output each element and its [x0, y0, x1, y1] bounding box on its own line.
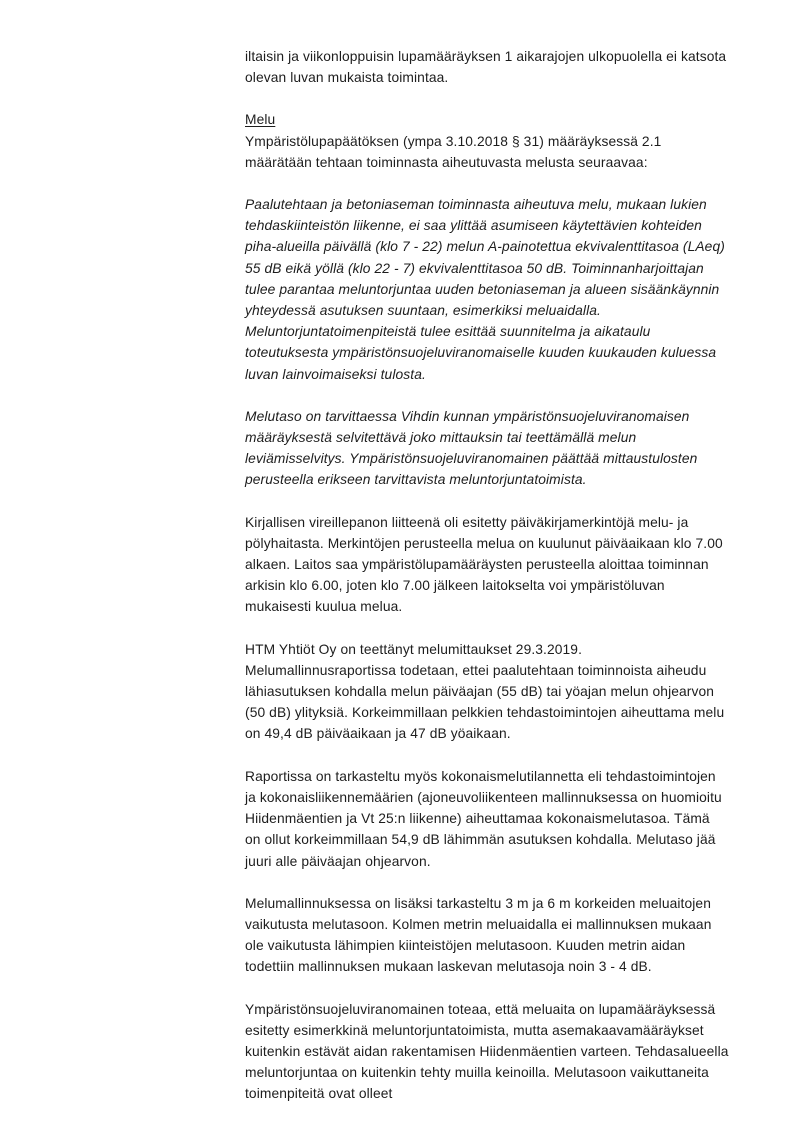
section-heading-row: [245, 109, 729, 130]
paragraph-regulation-quote-1: Paalutehtaan ja betoniaseman toiminnasta aiheutuva melu, mukaan lukien tehdaskiinteistön liikenne, ei saa ylittää asumiseen käytettävien kohteiden piha-alueilla päivällä (klo 7 - 22) melun A-painotettua ekvivalenttitasoa (LAeq) 55 dB eikä yöllä (klo 22 - 7) ekvivalenttitasoa 50 dB. Toiminnanharjoittajan tulee parantaa meluntorjuntaa uuden betoniaseman ja alueen sisäänkäynnin yhteydessä asutuksen suuntaan, esimerkiksi meluaidalla. Meluntorjuntatoimenpiteistä tulee esittää suunnitelma ja aikataulu toteutuksesta ympäristönsuojeluviranomaiselle kuuden kuukauden kuluessa luvan lainvoimaiseksi tulosta.: [245, 197, 725, 382]
paragraph-regulation-quote-2: Melutaso on tarvittaessa Vihdin kunnan ympäristönsuojeluviranomaisen määräyksestä selvitettävä joko mittauksin tai teettämällä melun leviämisselvitys. Ympäristönsuojeluviranomainen päättää mittaustulosten perusteella erikseen tarvittavista meluntorjuntatoimista.: [245, 408, 698, 488]
document-content: [245, 46, 729, 1126]
paragraph-intro: iltaisin ja viikonloppuisin lupamääräyksen 1 aikarajojen ulkopuolella ei katsota olevan luvan mukaista toimintaa.: [245, 49, 727, 86]
paragraph-noise-barriers: Melumallinnuksessa on lisäksi tarkasteltu 3 m ja 6 m korkeiden meluaitojen vaikutusta melutasoon. Kolmen metrin meluaidalla ei mallinnuksen mukaan ole vaikutusta lähimpien kiinteistöjen melutasoon. Kuuden metrin aidan todettiin mallinnuksen mukaan laskevan melutasoja noin 3 - 4 dB.: [245, 895, 712, 975]
paragraph-authority-statement: Ympäristönsuojeluviranomainen toteaa, että meluaita on lupamääräyksessä esitetty esimerkkinä meluntorjuntatoimista, mutta asemakaavamääräykset kuitenkin estävät aidan rakentamisen Hiidenmäentien varteen. Tehdasalueella meluntorjuntaa on kuitenkin tehty muilla keinoilla. Melutasoon vaikuttaneita toimenpiteitä ovat olleet: [245, 1001, 729, 1102]
paragraph-permit-decision: Ympäristölupapäätöksen (ympa 3.10.2018 § 31) määräyksessä 2.1 määrätään tehtaan toiminnasta aiheutuvasta melusta seuraavaa:: [245, 133, 662, 170]
paragraph-complaint-diary: Kirjallisen vireillepanon liitteenä oli esitetty päiväkirjamerkintöjä melu- ja pölyhaitasta. Merkintöjen perusteella melua on kuulunut päiväaikaan klo 7.00 alkaen. Laitos saa ympäristölupamääräysten perusteella aloittaa toiminnan arkisin klo 6.00, joten klo 7.00 jälkeen laitokselta voi ympäristöluvan mukaisesti kuulua melua.: [245, 514, 723, 615]
paragraph-total-noise: Raportissa on tarkasteltu myös kokonaismelutilannetta eli tehdastoimintojen ja kokonaisliikennemäärien (ajoneuvoliikenteen mallinnuksessa on huomioitu Hiidenmäentien ja Vt 25:n liikenne) aiheuttamaa kokonaismelutasoa. Tämä on ollut korkeimmillaan 54,9 dB lähimmän asutuksen kohdalla. Melutaso jää juuri alle päiväajan ohjearvon.: [245, 768, 722, 869]
section-heading-melu: Melu: [245, 112, 276, 128]
paragraph-noise-measurements: HTM Yhtiöt Oy on teettänyt melumittaukset 29.3.2019. Melumallinnusraportissa todetaan, ettei paalutehtaan toiminnoista aiheudu lähiasutuksen kohdalla melun päiväajan (55 dB) tai yöajan melun ohjearvon (50 dB) ylityksiä. Korkeimmillaan pelkkien tehdastoimintojen aiheuttama melu on 49,4 dB päiväaikaan ja 47 dB yöaikaan.: [245, 641, 725, 742]
